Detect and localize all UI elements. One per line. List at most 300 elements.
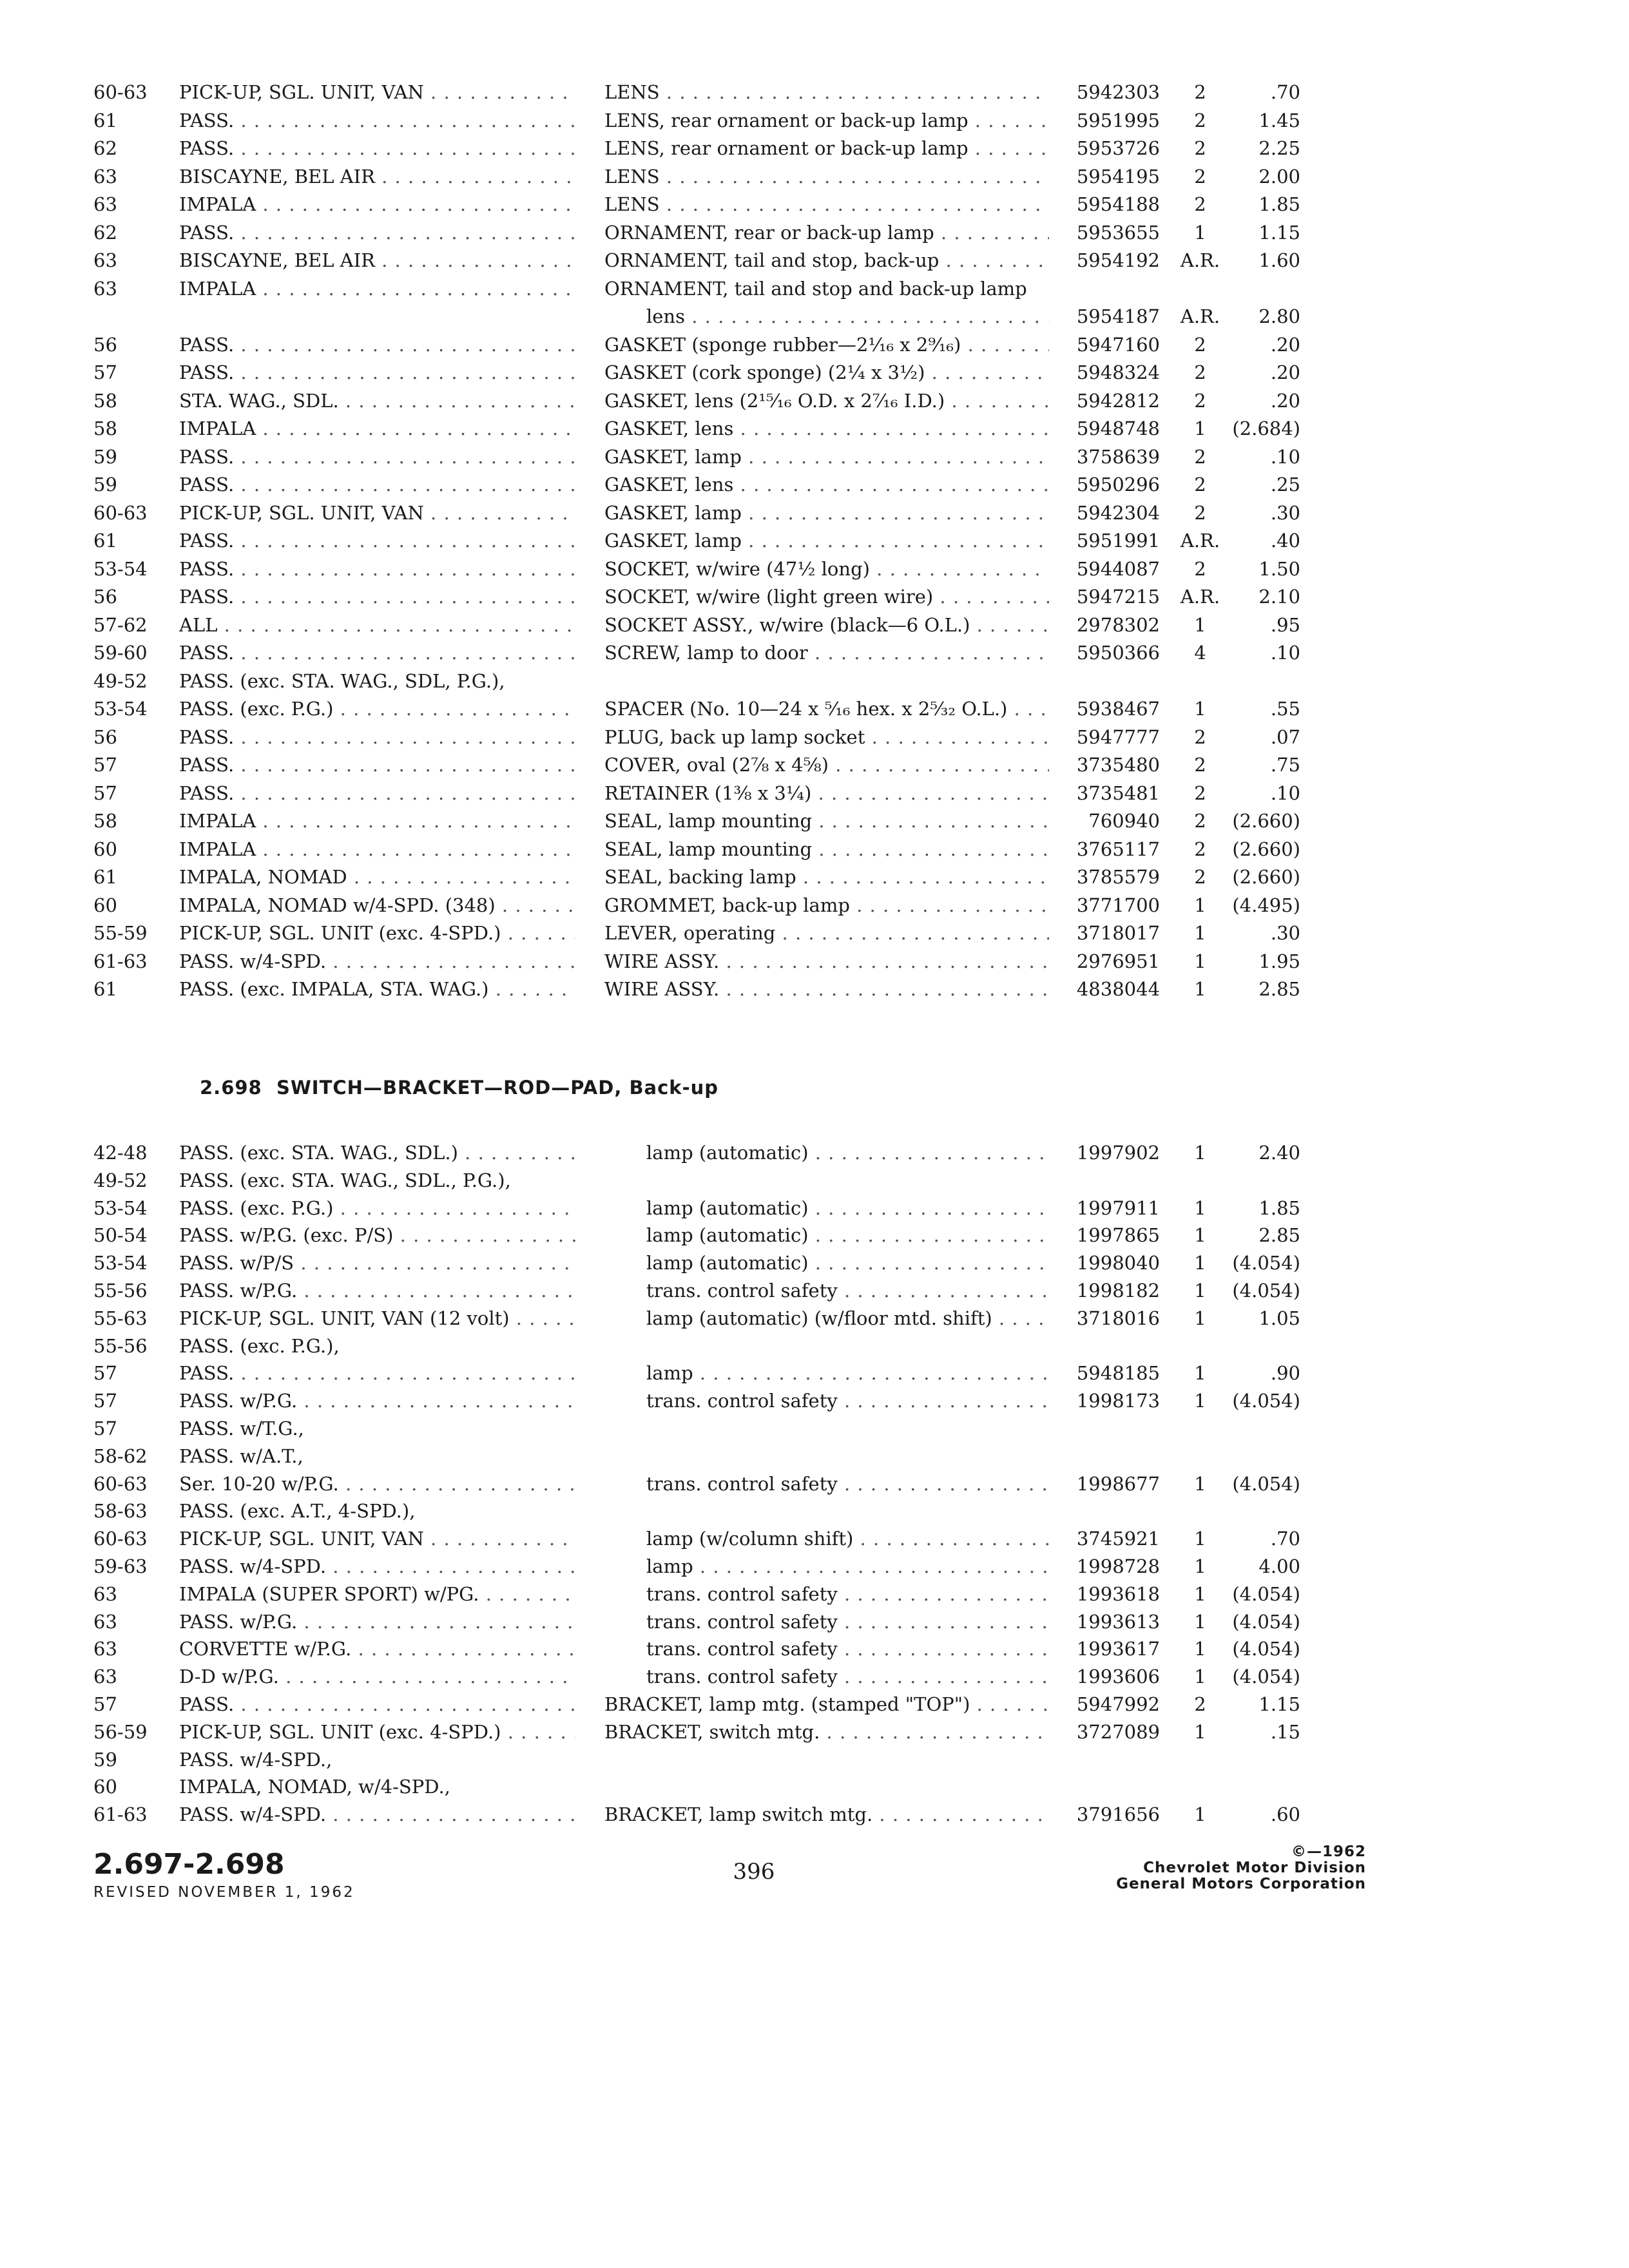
part-description: WIRE ASSY. . . . xyxy=(604,948,1049,975)
model-years: 60 xyxy=(93,894,117,916)
price: 1.95 xyxy=(1258,950,1300,972)
part-number: 5954192 xyxy=(1076,249,1160,271)
part-number: 1997902 xyxy=(1076,1142,1160,1164)
model-applicability: PICK-UP, SGL. UNIT, VAN . . . xyxy=(179,1525,575,1553)
parts-row xyxy=(0,975,1629,1003)
part-description: lens . . . xyxy=(646,303,1049,331)
part-number: 1993617 xyxy=(1076,1638,1160,1660)
model-applicability: PASS. w/A.T., xyxy=(179,1445,304,1467)
parts-row xyxy=(0,1222,1629,1249)
quantity: 1 xyxy=(1194,922,1206,944)
price: .20 xyxy=(1270,333,1300,356)
parts-row xyxy=(0,359,1629,387)
quantity: 1 xyxy=(1194,1610,1206,1633)
part-description: RETAINER (1⅜ x 3¼) . . . xyxy=(604,780,1049,807)
part-number: 3765117 xyxy=(1076,838,1160,860)
part-number: 5947160 xyxy=(1076,333,1160,356)
quantity: 1 xyxy=(1194,950,1206,972)
quantity: 2 xyxy=(1194,726,1206,748)
model-years: 58-63 xyxy=(93,1500,148,1523)
price: .30 xyxy=(1270,922,1300,944)
model-years: 56-59 xyxy=(93,1720,148,1743)
model-applicability: PASS. (exc. STA. WAG., SDL., P.G.), xyxy=(179,1169,511,1191)
part-description: GASKET, lamp . . . xyxy=(604,443,1049,471)
model-applicability: PASS. w/4-SPD. . . . xyxy=(179,948,575,975)
price: .07 xyxy=(1270,726,1300,748)
price: 2.40 xyxy=(1258,1142,1300,1164)
price: .20 xyxy=(1270,361,1300,383)
part-description: lamp (automatic) (w/floor mtd. shift) . . . xyxy=(646,1305,1049,1332)
part-number: 5954187 xyxy=(1076,305,1160,327)
part-number: 2978302 xyxy=(1076,613,1160,636)
model-applicability: PASS. . . . xyxy=(179,1360,575,1387)
parts-row xyxy=(0,1332,1629,1360)
model-applicability: PICK-UP, SGL. UNIT, VAN . . . xyxy=(179,79,575,106)
model-years: 59-60 xyxy=(93,642,148,664)
model-applicability: PASS. (exc. A.T., 4-SPD.), xyxy=(179,1500,416,1523)
model-years: 60 xyxy=(93,1776,117,1798)
part-number: 1993613 xyxy=(1076,1610,1160,1633)
model-applicability: PASS. . . . xyxy=(179,359,575,387)
parts-row xyxy=(0,1553,1629,1581)
model-years: 59 xyxy=(93,1748,117,1771)
corporation-name: General Motors Corporation xyxy=(1116,1876,1366,1892)
model-years: 59 xyxy=(93,445,117,468)
part-description: lamp (w/column shift) . . . xyxy=(646,1525,1049,1553)
price: (4.054) xyxy=(1232,1252,1300,1274)
part-number: 3727089 xyxy=(1076,1720,1160,1743)
price: 1.15 xyxy=(1258,221,1300,244)
price: 1.85 xyxy=(1258,193,1300,215)
quantity: 1 xyxy=(1194,1638,1206,1660)
quantity: 2 xyxy=(1194,445,1206,468)
model-years: 49-52 xyxy=(93,1169,148,1191)
parts-row xyxy=(0,1387,1629,1415)
model-years: 63 xyxy=(93,193,117,215)
price: 2.00 xyxy=(1258,165,1300,187)
part-description: GROMMET, back-up lamp . . . xyxy=(604,892,1049,919)
model-years: 56 xyxy=(93,333,117,356)
model-years: 58 xyxy=(93,418,117,439)
part-description: BRACKET, lamp switch mtg. . . . xyxy=(604,1801,1049,1829)
quantity: 1 xyxy=(1194,1362,1206,1385)
model-applicability: PICK-UP, SGL. UNIT, VAN (12 volt) . . . xyxy=(179,1305,575,1332)
model-years: 58 xyxy=(93,389,117,412)
parts-row xyxy=(0,611,1629,639)
price: (2.660) xyxy=(1232,866,1300,888)
model-years: 55-59 xyxy=(93,922,148,944)
part-number: 1997911 xyxy=(1076,1196,1160,1219)
part-description: PLUG, back up lamp socket . . . xyxy=(604,724,1049,751)
parts-row xyxy=(0,107,1629,135)
model-applicability: STA. WAG., SDL. . . . xyxy=(179,387,575,415)
quantity: 1 xyxy=(1194,221,1206,244)
model-applicability: PASS. (exc. IMPALA, STA. WAG.) . . . xyxy=(179,975,575,1003)
model-applicability: PASS. . . . xyxy=(179,135,575,162)
parts-row xyxy=(0,1195,1629,1222)
part-description: GASKET, lamp . . . xyxy=(604,499,1049,527)
model-applicability: PASS. . . . xyxy=(179,471,575,499)
model-applicability: ALL . . . xyxy=(179,611,575,639)
part-number: 5948324 xyxy=(1076,361,1160,383)
quantity: A.R. xyxy=(1180,530,1220,552)
parts-row xyxy=(0,583,1629,611)
parts-row xyxy=(0,471,1629,499)
quantity: 1 xyxy=(1194,1720,1206,1743)
part-description: BRACKET, lamp mtg. (stamped "TOP") . . . xyxy=(604,1691,1049,1718)
price: (4.054) xyxy=(1232,1666,1300,1688)
part-description: GASKET, lens . . . xyxy=(604,471,1049,499)
part-description: SEAL, lamp mounting . . . xyxy=(604,807,1049,835)
parts-row xyxy=(0,331,1629,359)
part-description: LENS, rear ornament or back-up lamp . . . xyxy=(604,135,1049,162)
parts-row xyxy=(0,863,1629,891)
parts-row xyxy=(0,1525,1629,1553)
quantity: 2 xyxy=(1194,866,1206,888)
model-applicability: PASS. (exc. P.G.), xyxy=(179,1334,340,1357)
part-description: WIRE ASSY. . . . xyxy=(604,975,1049,1003)
part-description: GASKET, lamp . . . xyxy=(604,527,1049,555)
parts-row xyxy=(0,668,1629,695)
part-number: 3791656 xyxy=(1076,1803,1160,1826)
part-description: BRACKET, switch mtg. . . . xyxy=(604,1718,1049,1746)
price: 4.00 xyxy=(1258,1555,1300,1577)
quantity: 1 xyxy=(1194,1224,1206,1247)
part-description: ORNAMENT, tail and stop, back-up . . . xyxy=(604,247,1049,274)
model-years: 53-54 xyxy=(93,557,148,580)
price: .70 xyxy=(1270,81,1300,103)
section-title: SWITCH—BRACKET—ROD—PAD, Back-up xyxy=(276,1077,719,1099)
quantity: 2 xyxy=(1194,137,1206,159)
part-description: LENS . . . xyxy=(604,191,1049,218)
price: .55 xyxy=(1270,698,1300,720)
part-number: 1998182 xyxy=(1076,1280,1160,1302)
part-description: lamp . . . xyxy=(646,1360,1049,1387)
part-number: 3735481 xyxy=(1076,782,1160,804)
parts-row xyxy=(0,892,1629,919)
part-description: SOCKET ASSY., w/wire (black—6 O.L.) . . . xyxy=(604,611,1049,639)
model-applicability: PASS. . . . xyxy=(179,527,575,555)
model-applicability: PASS. . . . xyxy=(179,331,575,359)
parts-row xyxy=(0,443,1629,471)
parts-row xyxy=(0,1773,1629,1801)
part-description: trans. control safety . . . xyxy=(646,1470,1049,1498)
parts-row xyxy=(0,919,1629,947)
quantity: 1 xyxy=(1194,1582,1206,1605)
model-applicability: PASS. w/4-SPD. . . . xyxy=(179,1801,575,1829)
quantity: 1 xyxy=(1194,1307,1206,1329)
model-applicability: PASS. . . . xyxy=(179,443,575,471)
parts-row xyxy=(0,639,1629,667)
part-description: lamp . . . xyxy=(646,1553,1049,1581)
parts-row xyxy=(0,1691,1629,1718)
model-applicability: PASS. (exc. P.G.) . . . xyxy=(179,1195,575,1222)
quantity: 2 xyxy=(1194,754,1206,776)
price: .95 xyxy=(1270,613,1300,636)
part-number: 5954188 xyxy=(1076,193,1160,215)
part-description: trans. control safety . . . xyxy=(646,1581,1049,1608)
quantity: A.R. xyxy=(1180,249,1220,271)
quantity: 1 xyxy=(1194,1666,1206,1688)
part-number: 5950366 xyxy=(1076,642,1160,664)
price: .10 xyxy=(1270,445,1300,468)
model-applicability: PASS. (exc. P.G.) . . . xyxy=(179,695,575,723)
quantity: 1 xyxy=(1194,1555,1206,1577)
model-years: 56 xyxy=(93,726,117,748)
model-applicability: BISCAYNE, BEL AIR . . . xyxy=(179,163,575,191)
part-number: 3718016 xyxy=(1076,1307,1160,1329)
part-description: SOCKET, w/wire (light green wire) . . . xyxy=(604,583,1049,611)
parts-row xyxy=(0,1277,1629,1305)
quantity: 2 xyxy=(1194,810,1206,832)
model-years: 61 xyxy=(93,530,117,552)
model-years: 63 xyxy=(93,165,117,187)
model-years: 62 xyxy=(93,137,117,159)
price: .10 xyxy=(1270,782,1300,804)
quantity: 1 xyxy=(1194,1142,1206,1164)
parts-row xyxy=(0,163,1629,191)
model-years: 57 xyxy=(93,754,117,776)
part-number: 5951991 xyxy=(1076,530,1160,552)
model-years: 55-56 xyxy=(93,1334,148,1357)
part-number: 3745921 xyxy=(1076,1528,1160,1550)
part-number: 1998728 xyxy=(1076,1555,1160,1577)
model-applicability: PASS. . . . xyxy=(179,751,575,779)
model-applicability: PASS. . . . xyxy=(179,780,575,807)
quantity: 2 xyxy=(1194,474,1206,495)
quantity: 1 xyxy=(1194,1280,1206,1302)
model-applicability: PASS. . . . xyxy=(179,107,575,135)
parts-row xyxy=(0,1608,1629,1636)
parts-row xyxy=(0,1249,1629,1277)
model-applicability: PASS. w/P/S . . . xyxy=(179,1249,575,1277)
model-years: 63 xyxy=(93,1610,117,1633)
part-number: 5954195 xyxy=(1076,165,1160,187)
price: 1.85 xyxy=(1258,1196,1300,1219)
price: .90 xyxy=(1270,1362,1300,1385)
part-description: SCREW, lamp to door . . . xyxy=(604,639,1049,667)
part-number: 5942303 xyxy=(1076,81,1160,103)
quantity: 1 xyxy=(1194,1252,1206,1274)
model-years: 59 xyxy=(93,474,117,495)
model-applicability: CORVETTE w/P.G. . . . xyxy=(179,1635,575,1663)
part-description: LEVER, operating . . . xyxy=(604,919,1049,947)
part-number: 1998677 xyxy=(1076,1472,1160,1495)
model-applicability: PASS. w/P.G. . . . xyxy=(179,1608,575,1636)
part-description: SOCKET, w/wire (47½ long) . . . xyxy=(604,555,1049,583)
model-applicability: IMPALA (SUPER SPORT) w/PG. . . . xyxy=(179,1581,575,1608)
part-description: SEAL, backing lamp . . . xyxy=(604,863,1049,891)
part-number: 5948185 xyxy=(1076,1362,1160,1385)
parts-row xyxy=(0,1415,1629,1443)
model-applicability: PASS. (exc. STA. WAG., SDL.) . . . xyxy=(179,1139,575,1167)
quantity: A.R. xyxy=(1180,305,1220,327)
quantity: 2 xyxy=(1194,165,1206,187)
model-years: 57 xyxy=(93,1390,117,1412)
model-years: 57-62 xyxy=(93,613,148,636)
parts-row xyxy=(0,1167,1629,1195)
quantity: 2 xyxy=(1194,333,1206,356)
part-description: LENS, rear ornament or back-up lamp . . . xyxy=(604,107,1049,135)
model-applicability: D-D w/P.G. . . . xyxy=(179,1663,575,1691)
price: .25 xyxy=(1270,474,1300,495)
model-years: 62 xyxy=(93,221,117,244)
parts-row xyxy=(0,1360,1629,1387)
model-applicability: PASS. . . . xyxy=(179,724,575,751)
part-number: 2976951 xyxy=(1076,950,1160,972)
quantity: 4 xyxy=(1194,642,1206,664)
model-years: 61 xyxy=(93,866,117,888)
part-number: 5950296 xyxy=(1076,474,1160,495)
part-description: GASKET, lens . . . xyxy=(604,415,1049,443)
price: .70 xyxy=(1270,1528,1300,1550)
price: .40 xyxy=(1270,530,1300,552)
model-applicability: PASS. w/P.G. . . . xyxy=(179,1387,575,1415)
quantity: 1 xyxy=(1194,1390,1206,1412)
price: (2.684) xyxy=(1232,418,1300,439)
part-number: 3771700 xyxy=(1076,894,1160,916)
model-years: 63 xyxy=(93,1638,117,1660)
part-number: 5947215 xyxy=(1076,586,1160,608)
model-years: 57 xyxy=(93,361,117,383)
price: 2.85 xyxy=(1258,978,1300,1000)
part-number: 1997865 xyxy=(1076,1224,1160,1247)
model-applicability: PASS. . . . xyxy=(179,1691,575,1718)
part-description: trans. control safety . . . xyxy=(646,1608,1049,1636)
price: (4.054) xyxy=(1232,1638,1300,1660)
part-number: 1998173 xyxy=(1076,1390,1160,1412)
quantity: 2 xyxy=(1194,109,1206,131)
parts-row xyxy=(0,724,1629,751)
part-description: COVER, oval (2⅞ x 4⅝) . . . xyxy=(604,751,1049,779)
part-number: 5947777 xyxy=(1076,726,1160,748)
model-years: 63 xyxy=(93,1582,117,1605)
price: 1.50 xyxy=(1258,557,1300,580)
quantity: 1 xyxy=(1194,1196,1206,1219)
parts-row xyxy=(0,1635,1629,1663)
parts-row xyxy=(0,1581,1629,1608)
part-description: trans. control safety . . . xyxy=(646,1277,1049,1305)
model-years: 60-63 xyxy=(93,1472,148,1495)
part-description: trans. control safety . . . xyxy=(646,1387,1049,1415)
model-years: 42-48 xyxy=(93,1142,148,1164)
quantity: 1 xyxy=(1194,1528,1206,1550)
quantity: 1 xyxy=(1194,978,1206,1000)
model-years: 61 xyxy=(93,109,117,131)
price: 2.80 xyxy=(1258,305,1300,327)
model-applicability: PASS. w/T.G., xyxy=(179,1418,304,1439)
parts-row xyxy=(0,948,1629,975)
quantity: 2 xyxy=(1194,838,1206,860)
page-number: 396 xyxy=(733,1859,775,1885)
model-years: 49-52 xyxy=(93,669,148,692)
model-applicability: PICK-UP, SGL. UNIT (exc. 4-SPD.) . . . xyxy=(179,919,575,947)
model-years: 63 xyxy=(93,277,117,300)
parts-row xyxy=(0,191,1629,218)
quantity: 2 xyxy=(1194,81,1206,103)
model-applicability: PASS. w/P.G. (exc. P/S) . . . xyxy=(179,1222,575,1249)
parts-row xyxy=(0,135,1629,162)
model-years: 60-63 xyxy=(93,501,148,524)
parts-row xyxy=(0,1443,1629,1470)
part-description: lamp (automatic) . . . xyxy=(646,1249,1049,1277)
parts-row xyxy=(0,555,1629,583)
copyright: ©—1962 xyxy=(1291,1843,1366,1860)
part-number: 760940 xyxy=(1088,810,1160,832)
model-years: 61-63 xyxy=(93,1803,148,1826)
quantity: 2 xyxy=(1194,193,1206,215)
model-applicability: PASS. . . . xyxy=(179,219,575,247)
model-years: 53-54 xyxy=(93,698,148,720)
quantity: 1 xyxy=(1194,1803,1206,1826)
parts-row xyxy=(0,219,1629,247)
model-applicability: IMPALA, NOMAD . . . xyxy=(179,863,575,891)
parts-row xyxy=(0,79,1629,106)
model-years: 61-63 xyxy=(93,950,148,972)
parts-row xyxy=(0,1746,1629,1774)
parts-row xyxy=(0,275,1629,303)
model-years: 59-63 xyxy=(93,1555,148,1577)
price: 2.85 xyxy=(1258,1224,1300,1247)
model-years: 63 xyxy=(93,249,117,271)
section-range: 2.697-2.698 xyxy=(93,1848,285,1881)
parts-row xyxy=(0,499,1629,527)
parts-row xyxy=(0,1305,1629,1332)
model-applicability: IMPALA . . . xyxy=(179,191,575,218)
model-years: 57 xyxy=(93,1693,117,1715)
parts-row xyxy=(0,303,1629,331)
model-applicability: PASS. w/4-SPD., xyxy=(179,1748,333,1771)
price: 1.45 xyxy=(1258,109,1300,131)
quantity: 1 xyxy=(1194,894,1206,916)
model-years: 58-62 xyxy=(93,1445,148,1467)
price: (4.495) xyxy=(1232,894,1300,916)
quantity: 2 xyxy=(1194,501,1206,524)
price: .30 xyxy=(1270,501,1300,524)
parts-row xyxy=(0,1801,1629,1829)
section-number: 2.698 xyxy=(200,1077,262,1099)
model-applicability: Ser. 10-20 w/P.G. . . . xyxy=(179,1470,575,1498)
part-description: LENS . . . xyxy=(604,79,1049,106)
part-description: lamp (automatic) . . . xyxy=(646,1195,1049,1222)
price: (4.054) xyxy=(1232,1390,1300,1412)
part-number: 5948748 xyxy=(1076,418,1160,439)
price: 1.15 xyxy=(1258,1693,1300,1715)
part-description: GASKET (sponge rubber—2¹⁄₁₆ x 2⁹⁄₁₆) . . . xyxy=(604,331,1049,359)
division-name: Chevrolet Motor Division xyxy=(1143,1860,1366,1876)
model-years: 60-63 xyxy=(93,1528,148,1550)
quantity: 1 xyxy=(1194,1472,1206,1495)
part-number: 1998040 xyxy=(1076,1252,1160,1274)
model-applicability: PICK-UP, SGL. UNIT (exc. 4-SPD.) . . . xyxy=(179,1718,575,1746)
parts-row xyxy=(0,387,1629,415)
part-number: 5951995 xyxy=(1076,109,1160,131)
model-years: 53-54 xyxy=(93,1252,148,1274)
parts-row xyxy=(0,1470,1629,1498)
model-years: 60 xyxy=(93,838,117,860)
revision-date: REVISED NOVEMBER 1, 1962 xyxy=(93,1884,355,1901)
model-applicability: PASS. w/4-SPD. . . . xyxy=(179,1553,575,1581)
part-number: 3758639 xyxy=(1076,445,1160,468)
quantity: 2 xyxy=(1194,389,1206,412)
model-applicability: IMPALA . . . xyxy=(179,275,575,303)
parts-row xyxy=(0,247,1629,274)
parts-row xyxy=(0,1663,1629,1691)
parts-row xyxy=(0,1497,1629,1525)
price: .60 xyxy=(1270,1803,1300,1826)
part-number: 5942304 xyxy=(1076,501,1160,524)
price: .15 xyxy=(1270,1720,1300,1743)
